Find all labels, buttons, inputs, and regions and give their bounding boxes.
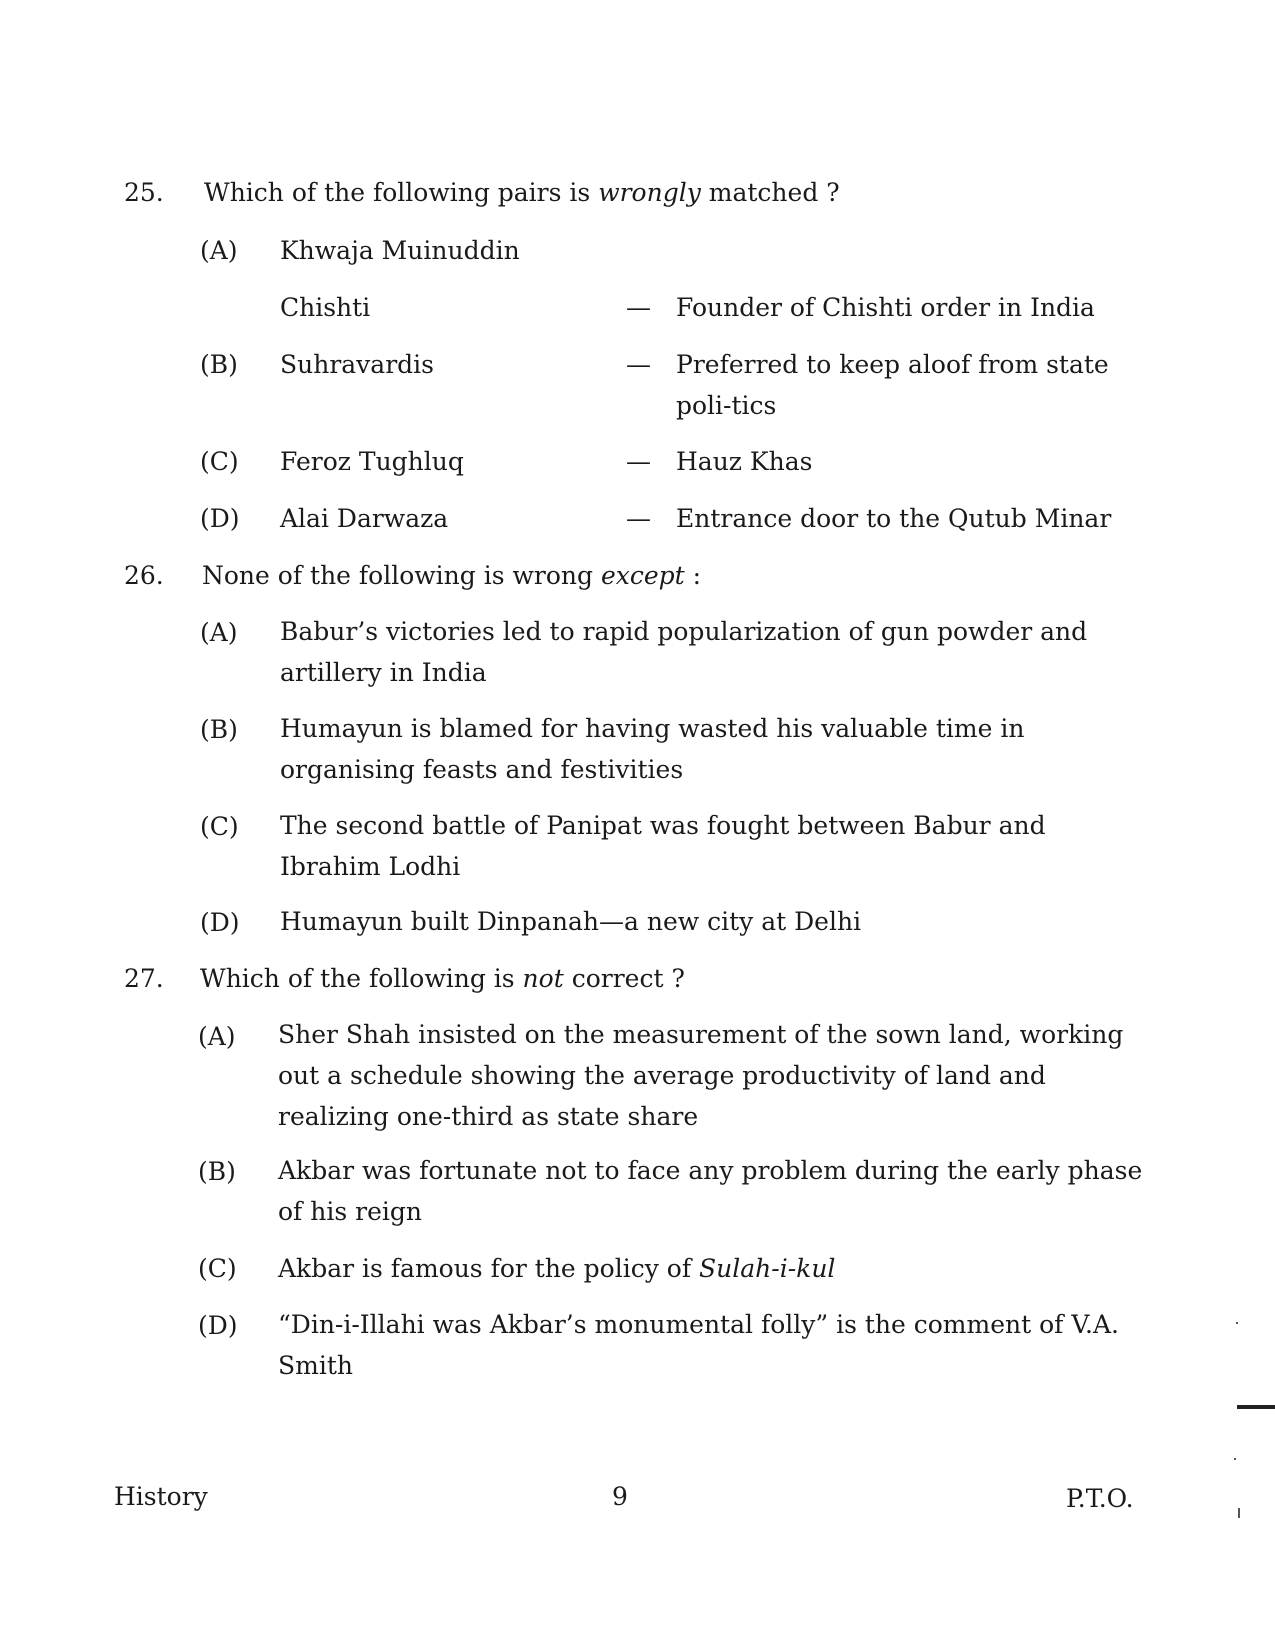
- q25-option-d-right: Entrance door to the Qutub Minar: [676, 504, 1112, 533]
- q26-option-c-text: The second battle of Panipat was fought between Babur and Ibrahim Lodhi: [280, 811, 1046, 881]
- q26-option-a-label: (A): [200, 618, 238, 647]
- question-27-number: 27.: [124, 964, 164, 993]
- q25-option-d-label: (D): [200, 504, 240, 533]
- q25-option-b-right: Preferred to keep aloof from state poli-tics: [676, 350, 1109, 420]
- footer-page-number: 9: [612, 1482, 628, 1511]
- q25-option-c-right: Hauz Khas: [676, 447, 813, 476]
- q25-option-b-label: (B): [200, 350, 238, 379]
- scan-speck: [1236, 1322, 1238, 1324]
- q25-option-d-dash: —: [626, 504, 651, 533]
- footer-pto: P.T.O.: [1066, 1484, 1134, 1513]
- scan-speck: [1238, 1508, 1240, 1518]
- q25-option-c-left: Feroz Tughluq: [280, 447, 464, 476]
- q25-option-c-dash: —: [626, 447, 651, 476]
- q25-option-a-right: Founder of Chishti order in India: [676, 293, 1095, 322]
- q26-option-b-text: Humayun is blamed for having wasted his valuable time in organising feasts and festivities: [280, 714, 1025, 784]
- q25-option-a-dash: —: [626, 293, 651, 322]
- footer-subject: History: [114, 1482, 208, 1511]
- q25-option-d-left: Alai Darwaza: [280, 504, 449, 533]
- q27-option-b-text: Akbar was fortunate not to face any problem during the early phase of his reign: [278, 1156, 1143, 1226]
- q26-option-a-text: Babur’s victories led to rapid popularization of gun powder and artillery in India: [280, 617, 1088, 687]
- q25-option-b-left: Suhravardis: [280, 350, 434, 379]
- q27-option-a-label: (A): [198, 1022, 236, 1051]
- q27-option-c-label: (C): [198, 1254, 237, 1283]
- q25-option-a-label: (A): [200, 236, 238, 265]
- question-26-stem: None of the following is wrong except :: [202, 561, 702, 590]
- q26-option-d-label: (D): [200, 908, 240, 937]
- q25-option-a-left-line2: Chishti: [280, 293, 371, 322]
- scan-edge-mark: [1237, 1405, 1275, 1409]
- question-25-stem: Which of the following pairs is wrongly matched ?: [204, 178, 840, 207]
- question-25-number: 25.: [124, 178, 164, 207]
- question-26-number: 26.: [124, 561, 164, 590]
- q25-option-a-left-line1: Khwaja Muinuddin: [280, 236, 520, 265]
- q27-option-b-label: (B): [198, 1157, 236, 1186]
- scan-speck: [1234, 1458, 1236, 1460]
- q26-option-b-label: (B): [200, 715, 238, 744]
- q27-option-c-text: Akbar is famous for the policy of Sulah-i-kul: [278, 1254, 836, 1283]
- q27-option-d-text: “Din-i-Illahi was Akbar’s monumental folly” is the comment of V.A. Smith: [278, 1310, 1119, 1380]
- q26-option-c-label: (C): [200, 812, 239, 841]
- q27-option-d-label: (D): [198, 1311, 238, 1340]
- q27-option-a-text: Sher Shah insisted on the measurement of the sown land, working out a schedule showing the average productivity of land and realizing one-third as state share: [278, 1020, 1124, 1131]
- q25-option-c-label: (C): [200, 447, 239, 476]
- q25-option-b-dash: —: [626, 350, 651, 379]
- q26-option-d-text: Humayun built Dinpanah—a new city at Delhi: [280, 907, 862, 936]
- question-27-stem: Which of the following is not correct ?: [200, 964, 685, 993]
